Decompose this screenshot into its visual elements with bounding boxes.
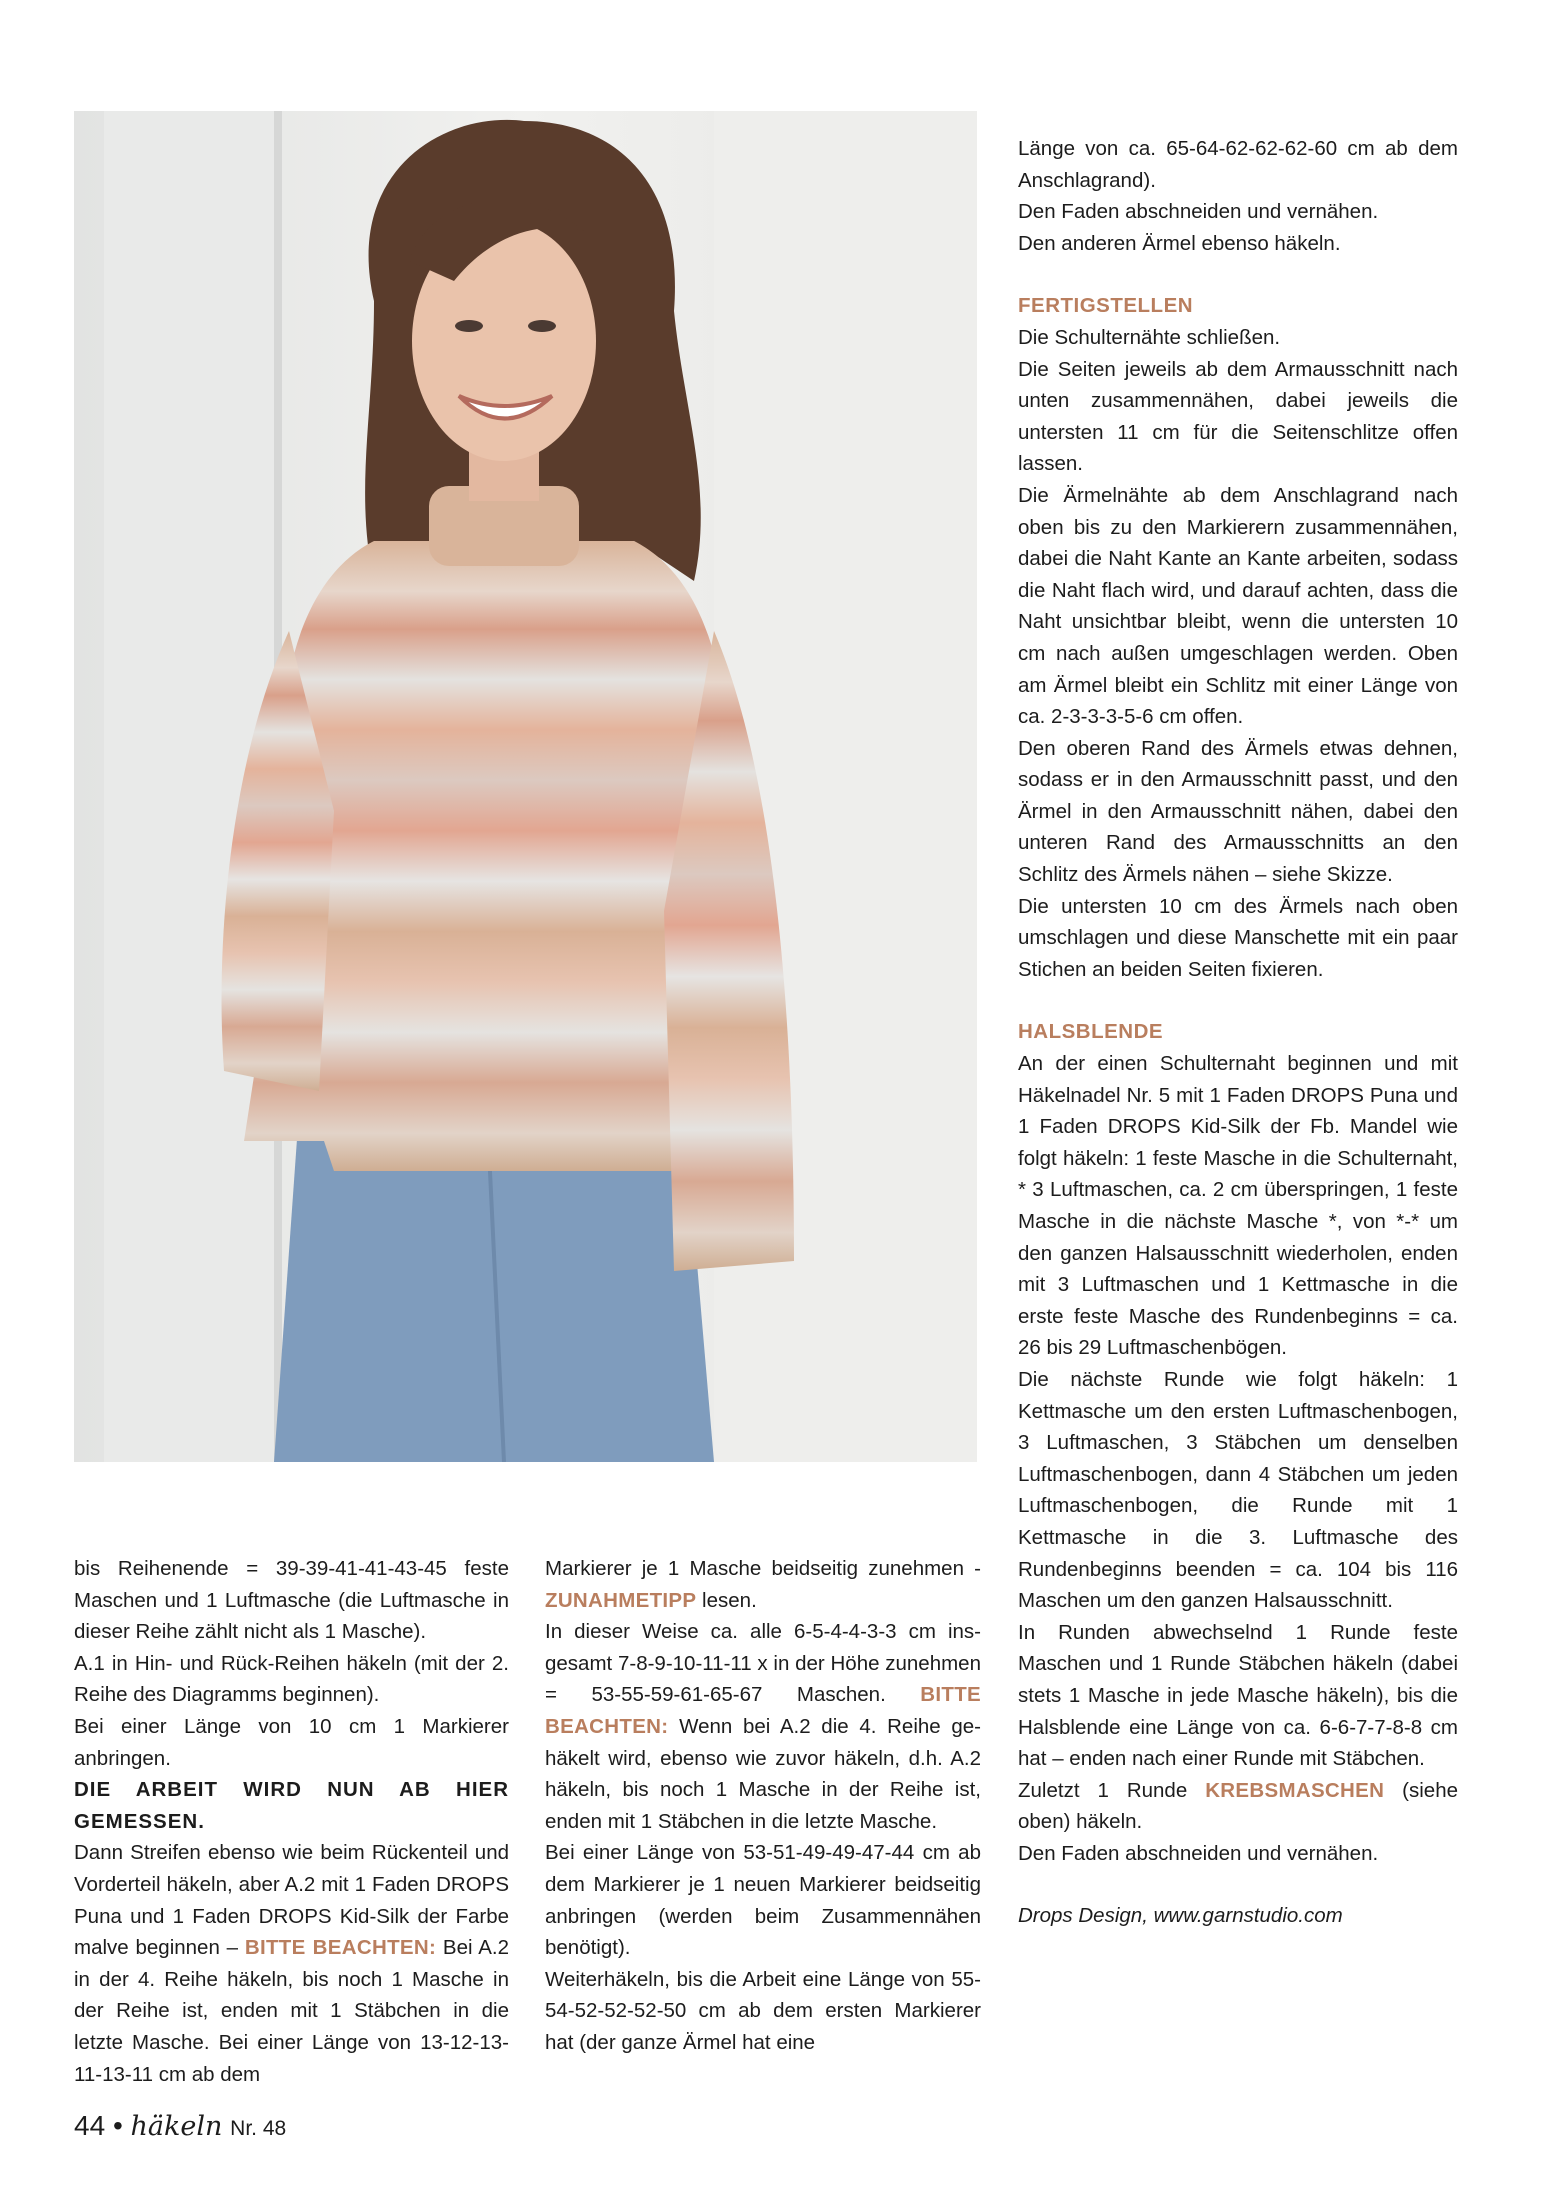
photo-illustration — [74, 111, 977, 1462]
model-photo — [74, 111, 977, 1462]
paragraph: An der einen Schulternaht beginnen und mit Häkelnadel Nr. 5 mit 1 Faden DROPS Puna und 1 Faden DROPS Kid-Silk der Fb. Mandel wie folgt häkeln: 1 feste Masche in die Schulternaht, * 3 Luftmaschen, ca. 2 cm überspringen, 1 feste Masche in die nächste Masche *, von *-* um den ganzen Halsausschnitt wiederholen, enden mit 3 Luftmaschen und 1 Kettmasche in die erste feste Masche des Rundenbeginns = ca. 26 bis 29 Luftmaschenbögen. — [1018, 1052, 1458, 1360]
paragraph — [545, 1616, 981, 1837]
design-credit — [1018, 1900, 1458, 1932]
paragraph: Die untersten 10 cm des Ärmels nach oben umschlagen und diese Manschette mit ein paar Stichen an beiden Seiten fixieren. — [1018, 894, 1458, 981]
accent-term-krebsmaschen: KREBSMASCHEN — [1205, 1778, 1385, 1802]
paragraph: Länge von ca. 65-64-62-62-62-60 cm ab dem Anschlagrand). — [1018, 137, 1458, 192]
paragraph: Die Schulternähte schließen. — [1018, 325, 1281, 349]
paragraph: Den oberen Rand des Ärmels etwas dehnen, sodass er in den Armausschnitt passt, und den Ärmel in den Armausschnitt nähen, dabei den unteren Rand des Armausschnitts an den Schlitz des Ärmels nähen – siehe Skizze. — [1018, 736, 1458, 887]
page-number: 44 — [74, 2110, 106, 2141]
paragraph — [545, 1553, 981, 1616]
paragraph: Die Seiten jeweils ab dem Armausschnitt nach unten zusammennähen, dabei jeweils die untersten 11 cm für die Seitenschlitze offen lassen. — [1018, 357, 1458, 476]
credit-text: Drops Design, www.garnstudio.com — [1018, 1904, 1343, 1928]
middle-column — [545, 1553, 981, 2059]
text: lesen. — [696, 1588, 757, 1612]
paragraph: Bei einer Länge von 10 cm 1 Markierer anbringen. — [74, 1714, 509, 1770]
accent-note: BITTE BEACHTEN: — [545, 1683, 981, 1738]
text: Dann Streifen ebenso wie beim Rückenteil und Vorderteil häkeln, aber A.2 mit 1 Faden DROPS Puna und 1 Faden DROPS Kid-Silk der Farbe malve beginnen – — [74, 1841, 509, 1960]
paragraph: Bei einer Länge von 53-51-49-49-47-44 cm ab dem Markierer je 1 neuen Markierer beidseitig anbringen (werden beim Zusammennähen benötigt). — [545, 1841, 981, 1960]
paragraph: Den Faden abschneiden und vernähen. — [1018, 200, 1379, 224]
paragraph: Weiterhäkeln, bis die Arbeit eine Länge von 55-54-52-52-52-50 cm ab dem ersten Markierer hat (der ganze Ärmel hat eine — [545, 1967, 981, 2054]
issue-number: Nr. 48 — [230, 2117, 287, 2140]
right-column — [1018, 133, 1458, 1932]
paragraph: Den Faden abschneiden und vernähen. — [1018, 1841, 1379, 1865]
text: In dieser Weise ca. alle 6-5-4-4-3-3 cm insgesamt 7-8-9-10-11-11 x in der Höhe zunehmen = 53-55-59-61-65-67 Maschen. — [545, 1620, 981, 1707]
paragraph: A.1 in Hin- und Rück-Reihen häkeln (mit der 2. Reihe des Diagramms beginnen). — [74, 1651, 509, 1707]
page-footer — [74, 2106, 286, 2146]
paragraph — [74, 1837, 509, 2090]
paragraph — [1018, 1775, 1458, 1838]
bold-instruction: DIE ARBEIT WIRD NUN AB HIER GEMESSEN. — [74, 1778, 509, 1833]
section-heading-halsblende: HALSBLENDE — [1018, 1020, 1164, 1044]
paragraph: Die Ärmelnähte ab dem Anschlagrand nach oben bis zu den Markierern zusammennähen, dabei die Naht Kante an Kante arbeiten, sodass die Naht flach wird, und darauf achten, dass die Naht unsichtbar bleibt, wenn die untersten 10 cm nach außen umgeschlagen werden. Oben am Ärmel bleibt ein Schlitz mit einer Länge von ca. 2-3-3-3-5-6 cm offen. — [1018, 483, 1458, 729]
accent-term-zunahmetipp: ZUNAHMETIPP — [545, 1588, 697, 1612]
text: Wenn bei A.2 die 4. Reihe gehäkelt wird, ebenso wie zuvor häkeln, d.h. A.2 häkeln, bis noch 1 Masche in der Reihe ist, enden mit 1 Stäbchen in die letzte Masche. — [545, 1714, 981, 1833]
paragraph: In Runden abwechselnd 1 Runde feste Maschen und 1 Runde Stäbchen häkeln (dabei stets 1 Masche in jede Masche häkeln), bis die Halsblende eine Länge von ca. 6-6-7-7-8-8 cm hat – enden nach einer Runde mit Stäbchen. — [1018, 1620, 1458, 1771]
text: Markierer je 1 Masche beidseitig zunehmen - — [545, 1557, 981, 1580]
paragraph: bis Reihenende = 39-39-41-41-43-45 feste Maschen und 1 Luftmasche (die Luftmasche in dieser Reihe zählt nicht als 1 Masche). — [74, 1557, 509, 1644]
paragraph: Den anderen Ärmel ebenso häkeln. — [1018, 231, 1341, 255]
magazine-name: häkeln — [130, 2111, 223, 2142]
text: (siehe oben) häkeln. — [1018, 1778, 1459, 1834]
text: Bei A.2 in der 4. Reihe häkeln, bis noch 1 Masche in der Reihe ist, enden mit 1 Stäbchen in die letzte Masche. Bei einer Länge von 13-12-13-11-13-11 cm ab dem — [74, 1936, 509, 2086]
text: Zuletzt 1 Runde — [1018, 1778, 1206, 1802]
section-heading-fertigstellen: FERTIGSTELLEN — [1018, 294, 1194, 318]
accent-note: BITTE BEACHTEN: — [244, 1936, 437, 1960]
left-column — [74, 1553, 509, 2090]
paragraph: Die nächste Runde wie folgt häkeln: 1 Kettmasche um den ersten Luftmaschenbogen, 3 Luftmaschen, 3 Stäbchen um denselben Luftmaschenbogen, dann 4 Stäbchen um jeden Luftmaschenbogen, die Runde mit 1 Kettmasche in die 3. Luftmasche des Rundenbeginns beenden = ca. 104 bis 116 Maschen um den ganzen Halsausschnitt. — [1018, 1367, 1458, 1613]
bullet: • — [112, 2110, 123, 2141]
